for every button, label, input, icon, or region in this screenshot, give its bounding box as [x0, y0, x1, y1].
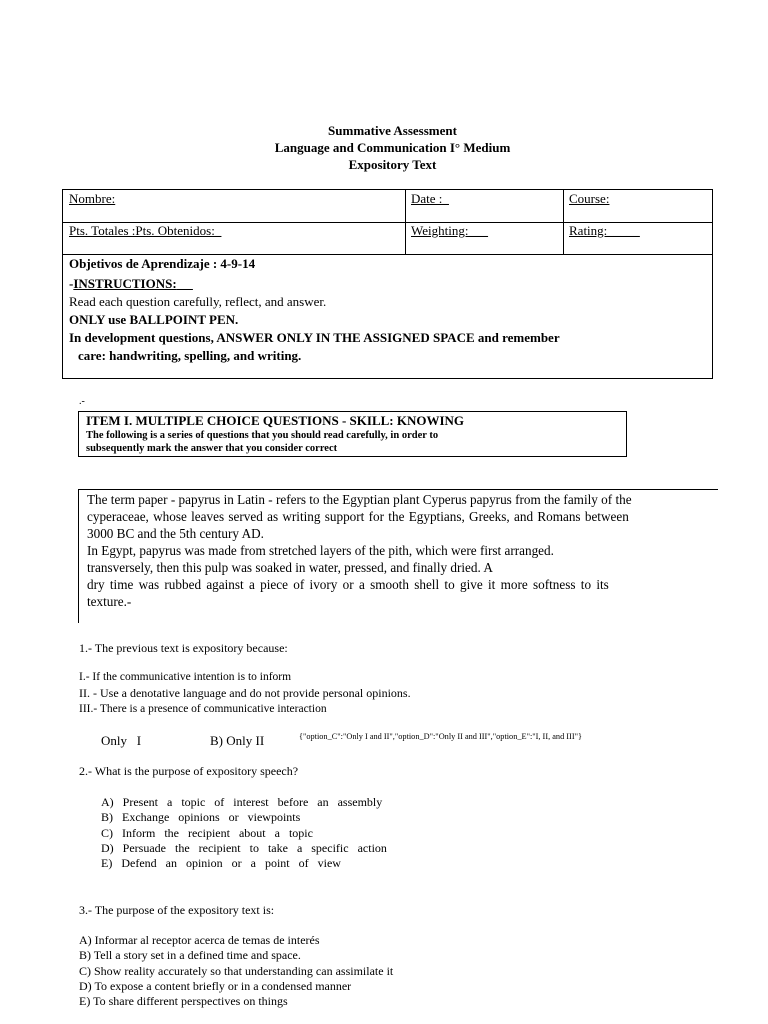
item-description: The following is a series of questions that you should read carefully, in order to — [86, 430, 439, 441]
field-date[interactable]: Date :_ — [411, 191, 449, 206]
question-3: 3.- The purpose of the expository text is: — [79, 903, 275, 917]
instructions-prefix: - — [69, 276, 74, 291]
q2-options — [101, 795, 387, 871]
student-info-table — [62, 189, 713, 379]
field-course[interactable]: Course: — [569, 191, 610, 206]
q1-raw-options: {"option_C":"Only I and II","option_D":"Only II and III","option_E":"I, II, and III"} — [299, 732, 582, 741]
q2-option[interactable]: C) Inform the recipient about a topic — [101, 825, 313, 840]
q2-option[interactable]: E) Defend an opinion or a point of view — [101, 856, 341, 871]
document-title: Summative Assessment — [328, 123, 457, 138]
instructions-heading — [69, 275, 193, 293]
q3-options — [79, 933, 393, 1009]
q2-option[interactable]: B) Exchange opinions or viewpoints — [101, 810, 301, 825]
passage-line: texture.- — [87, 594, 132, 609]
q1-statement: I.- If the communicative intention is to inform — [79, 671, 292, 683]
passage-line: 3000 BC and the 5th century AD. — [87, 526, 264, 541]
instruction-item-continued: care: handwriting, spelling, and writing. — [78, 348, 302, 363]
passage-line: The term paper - papyrus in Latin - refers to the Egyptian plant Cyperus papyrus from the family of the — [87, 492, 632, 507]
item-section-box — [78, 411, 627, 457]
q3-option[interactable]: B) Tell a story set in a defined time and space. — [79, 948, 301, 963]
document-subject: Expository Text — [348, 157, 437, 172]
question-1: 1.- The previous text is expository because: — [79, 641, 288, 655]
dash-mark: .- — [79, 396, 85, 407]
q3-option[interactable]: E) To share different perspectives on things — [79, 994, 288, 1009]
field-points[interactable]: Pts. Totales :Pts. Obtenidos:_ — [69, 223, 222, 238]
table-divider — [63, 254, 712, 255]
q1-option-b[interactable]: B) Only II — [210, 733, 265, 748]
q2-option[interactable]: D) Persuade the recipient to take a specific action — [101, 840, 387, 855]
passage-line: dry time was rubbed against a piece of ivory or a smooth shell to give it more softness to its — [87, 577, 609, 592]
item-description: subsequently mark the answer that you consider correct — [86, 443, 338, 454]
q3-option[interactable]: D) To expose a content briefly or in a condensed manner — [79, 978, 352, 993]
q3-option[interactable]: A) Informar al receptor acerca de temas de interés — [79, 933, 320, 947]
learning-objectives: Objetivos de Aprendizaje : 4-9-14 — [69, 256, 256, 271]
passage-line: cyperaceae, whose leaves served as writing support for the Egyptians, Greeks, and Romans between — [87, 509, 629, 524]
field-nombre[interactable]: Nombre: — [69, 191, 116, 206]
q1-option-a[interactable]: Only I — [101, 733, 142, 748]
reading-passage — [78, 489, 718, 623]
table-divider — [563, 190, 564, 254]
instruction-item: Read each question carefully, reflect, and answer. — [69, 294, 327, 309]
document-subtitle: Language and Communication I° Medium — [274, 140, 511, 155]
table-divider — [405, 190, 406, 254]
q2-option[interactable]: A) Present a topic of interest before an assembly — [101, 795, 383, 809]
field-weighting[interactable]: Weighting:___ — [411, 223, 488, 238]
q1-statement: II. - Use a denotative language and do not provide personal opinions. — [79, 686, 411, 700]
instruction-item: ONLY use BALLPOINT PEN. — [69, 312, 239, 327]
q1-statement: III.- There is a presence of communicative interaction — [79, 703, 327, 715]
passage-line: In Egypt, papyrus was made from stretched layers of the pith, which were first arranged. — [87, 543, 554, 558]
passage-line: transversely, then this pulp was soaked in water, pressed, and finally dried. A — [87, 560, 493, 575]
item-title: ITEM I. MULTIPLE CHOICE QUESTIONS - SKILL: KNOWING — [86, 413, 465, 428]
instructions-label: INSTRUCTIONS: — [73, 276, 177, 291]
instruction-item: In development questions, ANSWER ONLY IN THE ASSIGNED SPACE and remember — [69, 330, 560, 345]
field-rating[interactable]: Rating:_____ — [569, 223, 640, 238]
q3-option[interactable]: C) Show reality accurately so that understanding can assimilate it — [79, 963, 394, 978]
question-2: 2.- What is the purpose of expository speech? — [79, 764, 299, 778]
